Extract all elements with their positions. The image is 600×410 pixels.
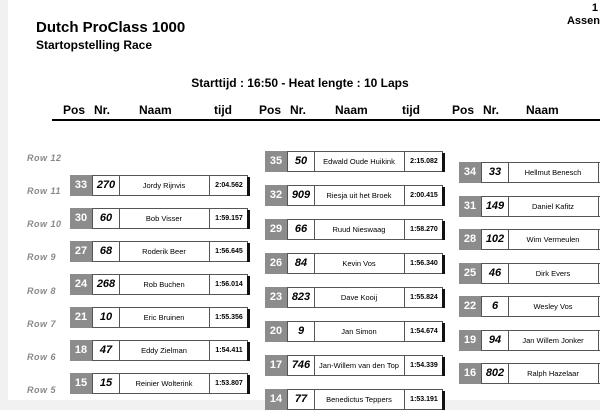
rider-name: Dave Kooij — [340, 293, 378, 302]
rider-name: Edwald Oude Huikink — [323, 157, 395, 166]
lap-time: 1:54.674 — [404, 322, 443, 341]
grid-position: 31 — [459, 196, 481, 217]
grid-position: 26 — [265, 253, 287, 274]
col-header-nr: Nr. — [483, 103, 500, 117]
lap-time: 1:53.191 — [404, 390, 443, 409]
grid-position: 24 — [70, 274, 92, 295]
rider-name: Jan-Willem van den Top — [319, 361, 399, 370]
box-shadow — [442, 323, 445, 342]
rider-number: 33 — [482, 163, 509, 182]
lap-time: 1:56.340 — [404, 254, 443, 273]
rider-number: 47 — [93, 341, 120, 360]
rider-box — [92, 373, 248, 394]
lap-time: 1:56.014 — [209, 275, 248, 294]
row-label: Row 12 — [27, 153, 62, 163]
col-header-tijd: tijd — [214, 103, 232, 117]
box-shadow — [442, 391, 445, 410]
rider-number: 68 — [93, 242, 120, 261]
rider-box — [92, 340, 248, 361]
rider-number: 149 — [482, 197, 509, 216]
rider-box — [481, 363, 600, 384]
box-shadow — [442, 289, 445, 308]
grid-position: 29 — [265, 219, 287, 240]
grid-position: 32 — [265, 185, 287, 206]
grid-entry — [70, 208, 250, 229]
grid-position: 33 — [70, 175, 92, 196]
lap-time: 1:56.645 — [209, 242, 248, 261]
grid-entry — [265, 355, 445, 376]
rider-box — [481, 196, 600, 217]
grid-position: 19 — [459, 330, 481, 351]
col-header-naam: Naam — [139, 103, 172, 117]
rider-number: 15 — [93, 374, 120, 393]
grid-position: 16 — [459, 363, 481, 384]
grid-entry — [265, 151, 445, 172]
rider-box — [287, 185, 443, 206]
page-number: 1 — [591, 2, 598, 14]
rider-box — [92, 274, 248, 295]
col-header-nr: Nr. — [290, 103, 307, 117]
rider-name: Daniel Kafitz — [531, 202, 575, 211]
rider-number: 102 — [482, 230, 509, 249]
grid-position: 28 — [459, 229, 481, 250]
grid-entry — [265, 253, 445, 274]
rider-box — [481, 263, 600, 284]
rider-name: Jan Simon — [341, 327, 377, 336]
grid-position: 20 — [265, 321, 287, 342]
rider-name: Kevin Vos — [342, 259, 376, 268]
rider-number: 84 — [288, 254, 315, 273]
rider-number: 6 — [482, 297, 509, 316]
box-shadow — [247, 309, 250, 328]
rider-number: 268 — [93, 275, 120, 294]
box-shadow — [247, 276, 250, 295]
grid-position: 17 — [265, 355, 287, 376]
rider-box — [481, 330, 600, 351]
page-title: Dutch ProClass 1000 — [36, 19, 186, 36]
rider-number: 94 — [482, 331, 509, 350]
col-header-naam: Naam — [335, 103, 368, 117]
rider-name: Benedictus Teppers — [326, 395, 392, 404]
rider-box — [92, 241, 248, 262]
rider-name: Wesley Vos — [533, 302, 573, 311]
row-label: Row 11 — [27, 186, 61, 196]
col-header-naam: Naam — [526, 103, 559, 117]
box-shadow — [247, 177, 250, 196]
rider-number: 50 — [288, 152, 315, 171]
row-label: Row 7 — [27, 319, 57, 329]
lap-time: 2:15.082 — [404, 152, 443, 171]
col-header-pos: Pos — [259, 103, 282, 117]
rider-name: Eric Bruinen — [143, 313, 185, 322]
rider-name: Bob Visser — [145, 214, 183, 223]
rider-box — [287, 151, 443, 172]
box-shadow — [247, 342, 250, 361]
start-time-line: Starttijd : 16:50 - Heat lengte : 10 Laps — [191, 76, 409, 90]
grid-entry — [459, 363, 600, 384]
rider-number: 66 — [288, 220, 315, 239]
rider-box — [481, 296, 600, 317]
grid-position: 14 — [265, 389, 287, 410]
rider-box — [481, 162, 600, 183]
col-header-pos: Pos — [452, 103, 475, 117]
rider-name: Jordy Rijnvis — [142, 181, 186, 190]
rider-box — [287, 287, 443, 308]
rider-number: 909 — [288, 186, 315, 205]
row-label: Row 6 — [27, 352, 57, 362]
grid-position: 21 — [70, 307, 92, 328]
rider-name: Rob Buchen — [143, 280, 185, 289]
grid-entry — [70, 340, 250, 361]
rider-box — [92, 307, 248, 328]
col-header-tijd: tijd — [402, 103, 420, 117]
grid-entry — [70, 307, 250, 328]
rider-box — [92, 208, 248, 229]
rider-number: 746 — [288, 356, 315, 375]
box-shadow — [442, 221, 445, 240]
grid-entry — [70, 274, 250, 295]
lap-time: 1:53.807 — [209, 374, 248, 393]
lap-time: 2:04.562 — [209, 176, 248, 195]
grid-entry — [459, 330, 600, 351]
lap-time: 1:54.339 — [404, 356, 443, 375]
grid-position: 34 — [459, 162, 481, 183]
page-subtitle: Startopstelling Race — [36, 38, 153, 52]
box-shadow — [442, 187, 445, 206]
rider-name: Reinier Wolterink — [135, 379, 193, 388]
rider-name: Jan Willem Jonker — [522, 336, 584, 345]
grid-entry — [70, 175, 250, 196]
header-rule — [52, 119, 600, 121]
rider-box — [287, 355, 443, 376]
row-label: Row 5 — [27, 385, 57, 395]
rider-number: 270 — [93, 176, 120, 195]
grid-position: 22 — [459, 296, 481, 317]
box-shadow — [442, 255, 445, 274]
col-header-pos: Pos — [63, 103, 86, 117]
grid-position: 18 — [70, 340, 92, 361]
box-shadow — [442, 357, 445, 376]
rider-number: 823 — [288, 288, 315, 307]
lap-time: 1:58.270 — [404, 220, 443, 239]
lap-time: 1:59.157 — [209, 209, 248, 228]
grid-entry — [459, 296, 600, 317]
rider-name: Wim Vermeulen — [526, 235, 580, 244]
grid-entry — [459, 263, 600, 284]
lap-time: 1:55.824 — [404, 288, 443, 307]
lap-time: 1:55.356 — [209, 308, 248, 327]
grid-entry — [70, 373, 250, 394]
grid-entry — [70, 241, 250, 262]
grid-entry — [265, 287, 445, 308]
grid-entry — [459, 229, 600, 250]
box-shadow — [247, 375, 250, 394]
grid-entry — [265, 321, 445, 342]
grid-position: 35 — [265, 151, 287, 172]
venue-label: Assen — [566, 15, 600, 27]
rider-name: Roderik Beer — [142, 247, 186, 256]
box-shadow — [247, 243, 250, 262]
rider-box — [287, 321, 443, 342]
rider-name: Ruud Nieswaag — [332, 225, 386, 234]
grid-entry — [459, 196, 600, 217]
rider-name: Dirk Evers — [535, 269, 571, 278]
rider-box — [481, 229, 600, 250]
rider-name: Ralph Hazelaar — [527, 369, 579, 378]
grid-position: 23 — [265, 287, 287, 308]
grid-position: 25 — [459, 263, 481, 284]
box-shadow — [247, 210, 250, 229]
row-label: Row 10 — [27, 219, 62, 229]
rider-number: 60 — [93, 209, 120, 228]
row-label: Row 9 — [27, 252, 57, 262]
rider-box — [287, 253, 443, 274]
rider-number: 10 — [93, 308, 120, 327]
lap-time: 1:54.411 — [209, 341, 248, 360]
grid-position: 27 — [70, 241, 92, 262]
grid-position: 15 — [70, 373, 92, 394]
rider-name: Hellmut Benesch — [524, 168, 582, 177]
grid-entry — [459, 162, 600, 183]
row-label: Row 8 — [27, 286, 57, 296]
rider-name: Eddy Zielman — [141, 346, 187, 355]
rider-number: 802 — [482, 364, 509, 383]
rider-box — [92, 175, 248, 196]
rider-box — [287, 219, 443, 240]
rider-number: 46 — [482, 264, 509, 283]
rider-number: 77 — [288, 390, 315, 409]
box-shadow — [442, 153, 445, 172]
grid-entry — [265, 185, 445, 206]
grid-position: 30 — [70, 208, 92, 229]
rider-name: Riesja uit het Broek — [326, 191, 392, 200]
grid-entry — [265, 219, 445, 240]
rider-number: 9 — [288, 322, 315, 341]
col-header-nr: Nr. — [94, 103, 111, 117]
lap-time: 2:00.415 — [404, 186, 443, 205]
